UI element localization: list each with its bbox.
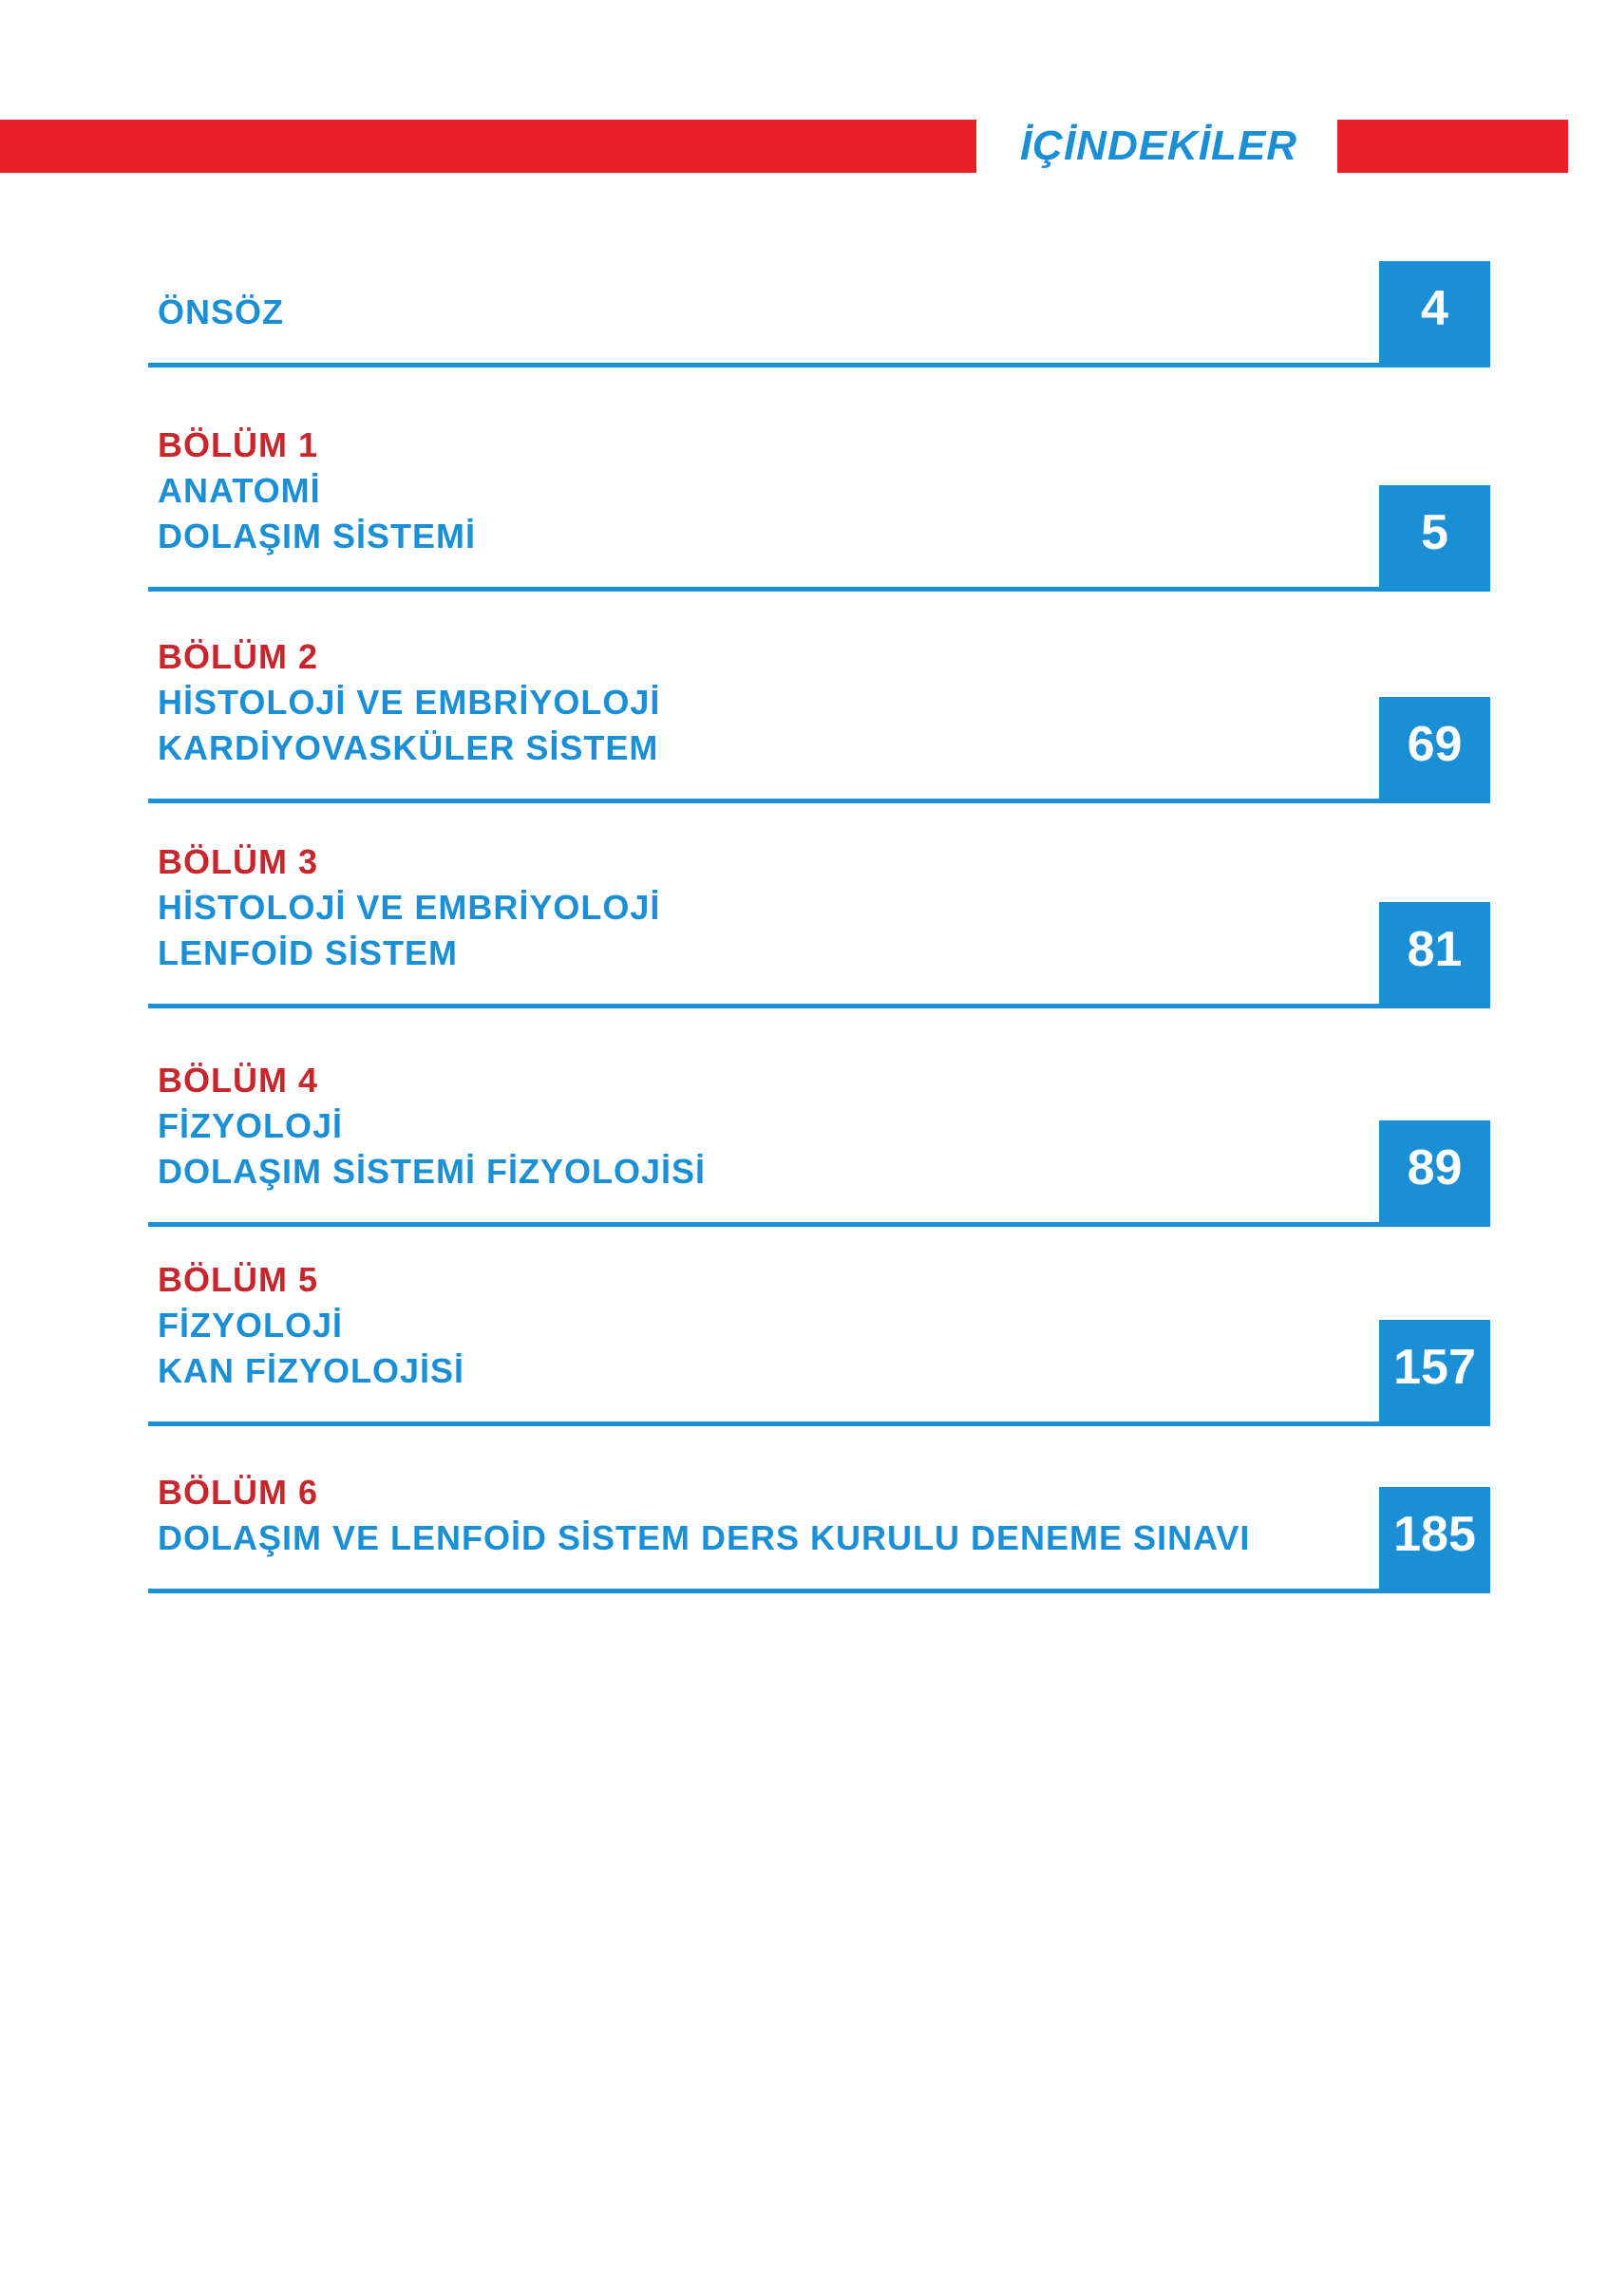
entry-underline [148,587,1490,592]
page-title: İÇİNDEKİLER [1019,122,1298,169]
toc-entry-text [158,1257,464,1394]
page-number-badge: 69 [1379,697,1490,803]
chapter-label: BÖLÜM 6 [158,1473,318,1512]
toc-entry-text [158,290,284,335]
header-red-bar-left [0,120,976,173]
toc-entry-text [158,839,660,976]
entry-title-line: DOLAŞIM SİSTEMİ [158,517,477,555]
page-number-badge: 89 [1379,1120,1490,1227]
entry-underline [148,1589,1490,1593]
entry-title-line: ÖNSÖZ [158,292,285,331]
page-number-badge: 185 [1379,1487,1490,1593]
chapter-label: BÖLÜM 4 [158,1061,318,1100]
page-number-badge: 4 [1379,261,1490,367]
entry-title-line: FİZYOLOJİ [158,1306,344,1345]
entry-title-line: KARDİYOVASKÜLER SİSTEM [158,728,659,767]
page-number-badge: 81 [1379,902,1490,1008]
entry-title-line: HİSTOLOJİ VE EMBRİYOLOJİ [158,683,661,722]
entry-underline [148,799,1490,803]
entry-title-line: HİSTOLOJİ VE EMBRİYOLOJİ [158,888,661,927]
toc-entry-chapter-1[interactable] [148,408,1490,592]
toc-entry-text [158,634,660,771]
toc-entry-chapter-4[interactable] [148,1037,1490,1227]
entry-title-line: LENFOİD SİSTEM [158,933,459,972]
chapter-label: BÖLÜM 2 [158,637,318,676]
toc-entry-text [158,423,476,559]
entry-underline [148,1222,1490,1227]
page-number-badge: 5 [1379,485,1490,592]
toc-entry-chapter-6[interactable] [148,1453,1490,1593]
page-number-badge: 157 [1379,1320,1490,1426]
entry-title-line: DOLAŞIM VE LENFOİD SİSTEM DERS KURULU DENEME SINAVI [158,1518,1251,1557]
entry-underline [148,1004,1490,1008]
entry-title-line: ANATOMİ [158,471,321,510]
toc-entry-text [158,1058,706,1195]
toc-entry-chapter-2[interactable] [148,622,1490,803]
entry-underline [148,1421,1490,1426]
toc-entry-chapter-5[interactable] [148,1239,1490,1426]
toc-entry-text [158,1470,1250,1561]
chapter-label: BÖLÜM 5 [158,1260,318,1299]
toc-entry-onsoz[interactable] [148,261,1490,367]
chapter-label: BÖLÜM 3 [158,842,318,881]
entry-underline [148,363,1490,367]
entry-title-line: FİZYOLOJİ [158,1106,344,1145]
header-red-bar-right [1337,120,1568,173]
toc-entry-chapter-3[interactable] [148,824,1490,1008]
entry-title-line: DOLAŞIM SİSTEMİ FİZYOLOJİSİ [158,1152,707,1191]
entry-title-line: KAN FİZYOLOJİSİ [158,1351,465,1390]
chapter-label: BÖLÜM 1 [158,425,318,464]
